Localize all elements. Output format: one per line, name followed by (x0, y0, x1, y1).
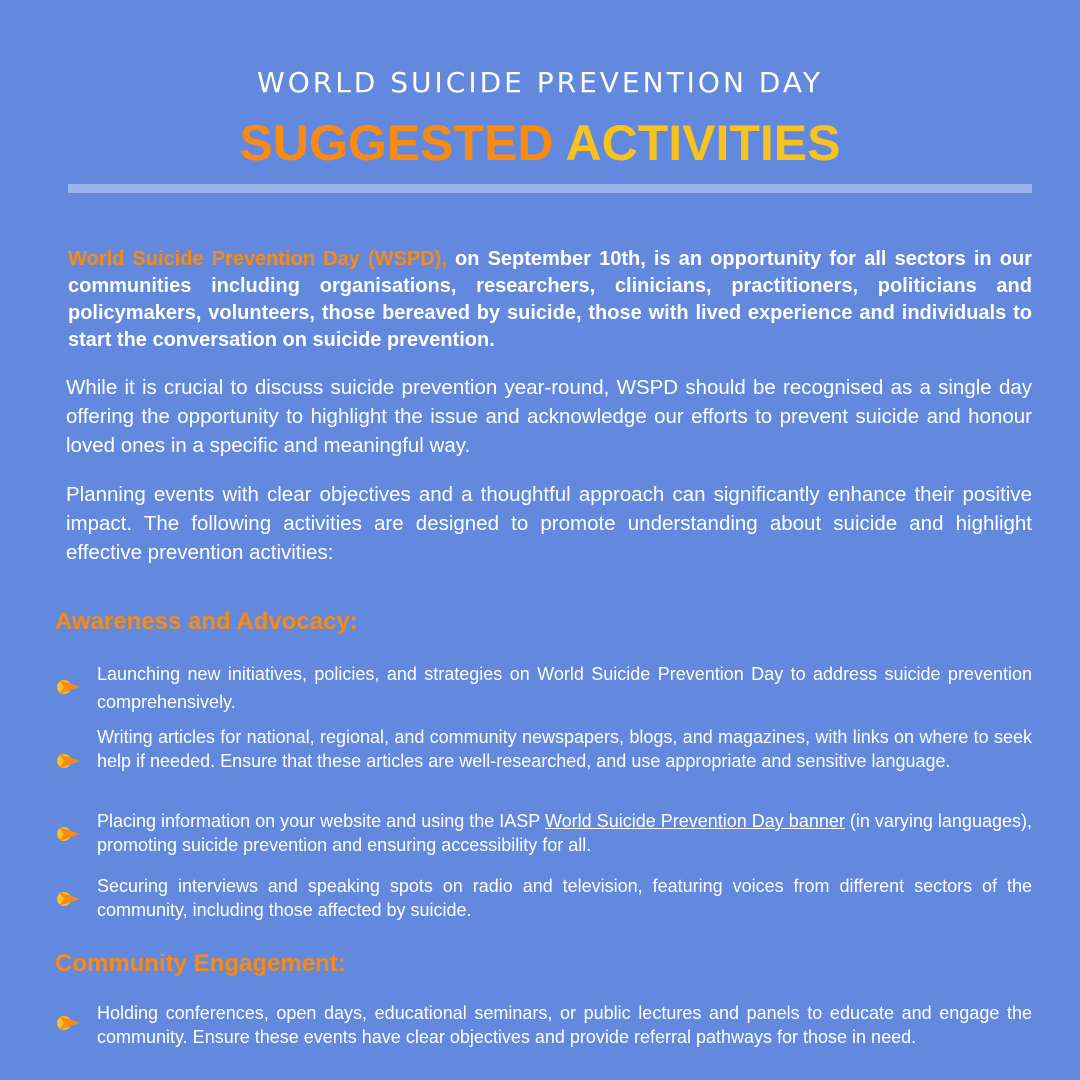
wspd-banner-link[interactable]: World Suicide Prevention Day banner (545, 811, 845, 831)
list-item-text: Securing interviews and speaking spots on radio and television, featuring voices from different sectors of the community, including those affected by suicide. (97, 876, 1032, 920)
header-divider (68, 184, 1032, 193)
arrow-bullet-icon (55, 1012, 81, 1034)
section-heading-community: Community Engagement: (55, 950, 346, 977)
arrow-bullet-icon (55, 750, 81, 772)
list-item-text-after: (in varying languages), promoting suicide prevention and ensuring accessibility for all. (97, 811, 1032, 855)
intro-highlight: World Suicide Prevention Day (WSPD), (68, 248, 447, 270)
intro-text: on September 10th, is an opportunity for all sectors in our communities including organisations, researchers, clinicians, practitioners, politicians and policymakers, volunteers, those bereaved by suicide, those with lived experience and individuals to start the conversation on suicide prevention. (68, 248, 1032, 351)
list-item-text: Launching new initiatives, policies, and strategies on World Suicide Prevention Day to address suicide prevention comprehensively. (97, 664, 1032, 712)
section-heading-awareness: Awareness and Advocacy: (55, 608, 358, 635)
list-item-text-before: Placing information on your website and using the IASP (97, 811, 545, 831)
arrow-bullet-icon (55, 888, 81, 910)
list-item-text: Writing articles for national, regional, and community newspapers, blogs, and magazines, with links on where to seek help if needed. Ensure that these articles are well-researched, and use appropriate and sensitive language. (97, 727, 1032, 771)
arrow-bullet-icon (55, 823, 81, 845)
intro-paragraph (68, 246, 1032, 354)
arrow-bullet-icon (55, 676, 81, 698)
title-part-suggested: SUGGESTED (239, 115, 554, 171)
page-title (0, 114, 1080, 172)
list-item-text: Holding conferences, open days, educational seminars, or public lectures and panels to educate and engage the community. Ensure these events have clear objectives and provide referral pathways for those in need. (97, 1003, 1032, 1047)
paragraph-planning: Planning events with clear objectives and a thoughtful approach can significantly enhance their positive impact. The following activities are designed to promote understanding about suicide and highlight effective prevention activities: (66, 483, 1032, 564)
supertitle: WORLD SUICIDE PREVENTION DAY (257, 66, 823, 99)
title-part-activities: ACTIVITIES (565, 115, 841, 171)
paragraph-year-round: While it is crucial to discuss suicide prevention year-round, WSPD should be recognised as a single day offering the opportunity to highlight the issue and acknowledge our efforts to prevent suicide and honour loved ones in a specific and meaningful way. (66, 376, 1032, 457)
list-item-text (97, 809, 1032, 857)
